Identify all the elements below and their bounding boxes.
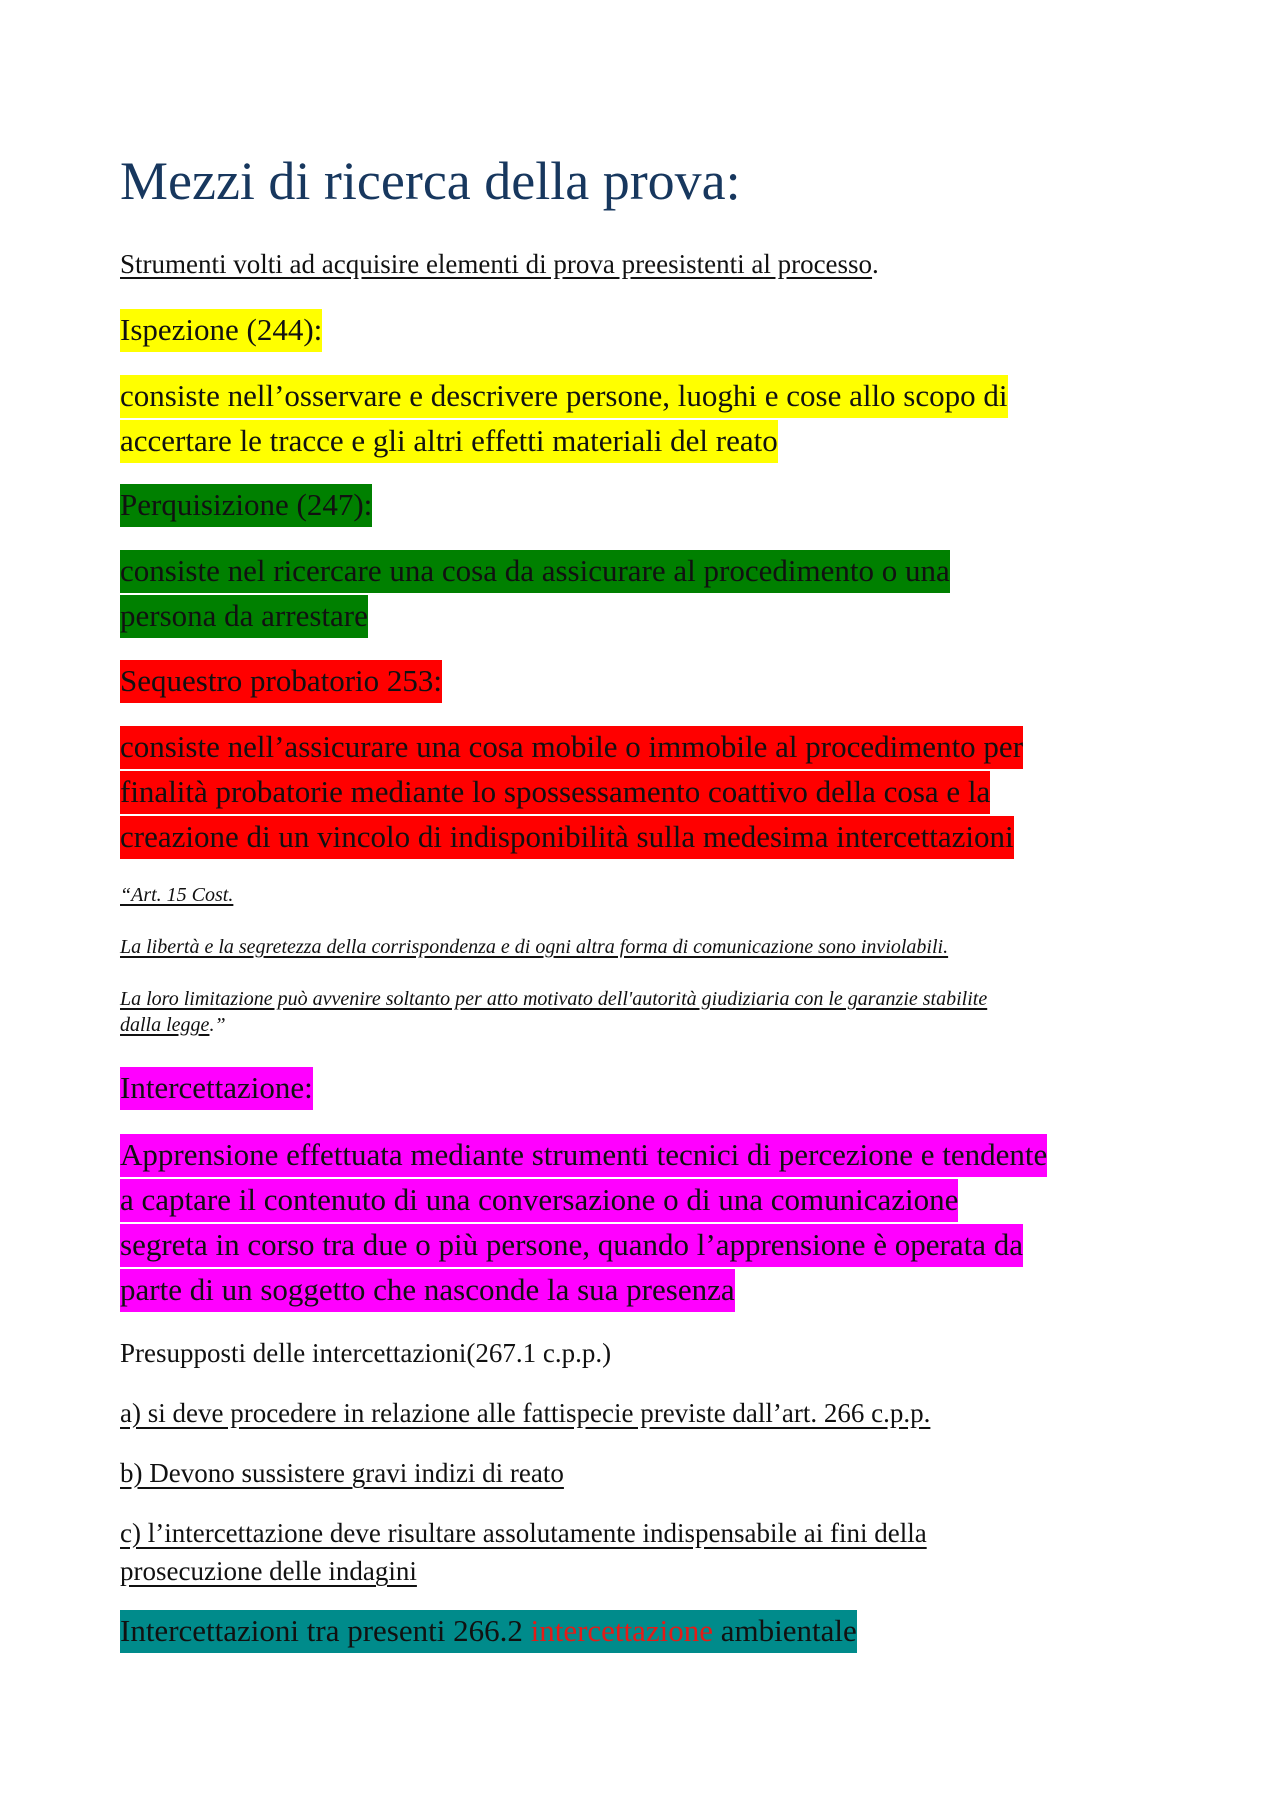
perquisizione-heading bbox=[120, 482, 372, 527]
presupposto-c-line-1: c) l’intercettazione deve risultare assolutamente indispensabile ai fini della bbox=[120, 1518, 927, 1548]
presupposto-c bbox=[120, 1514, 927, 1590]
intercettazione-heading-text: Intercettazione: bbox=[120, 1067, 313, 1110]
quote-article bbox=[120, 882, 233, 908]
quote-line-4: dalla legge bbox=[120, 1014, 210, 1036]
perquisizione-definition bbox=[120, 548, 950, 638]
tra-presenti-part-1: Intercettazioni tra presenti 266.2 bbox=[120, 1610, 531, 1653]
sequestro-line-3: creazione di un vincolo di indisponibilità sulla medesima intercettazioni bbox=[120, 816, 1014, 859]
quote-line-1: “Art. 15 Cost. bbox=[120, 884, 234, 906]
presupposto-a-text: a) si deve procedere in relazione alle fattispecie previste dall’art. 266 c.p.p. bbox=[120, 1398, 931, 1428]
intro-end: . bbox=[872, 249, 879, 279]
intro-text: Strumenti volti ad acquisire elementi di prova preesistenti al processo bbox=[120, 249, 873, 279]
intro-paragraph bbox=[120, 247, 879, 281]
perquisizione-line-2: persona da arrestare bbox=[120, 595, 368, 638]
ispezione-heading-text: Ispezione (244): bbox=[120, 309, 322, 352]
sequestro-heading bbox=[120, 658, 442, 703]
ispezione-definition bbox=[120, 373, 1008, 463]
presupposto-a bbox=[120, 1394, 930, 1432]
presupposto-b-text: b) Devono sussistere gravi indizi di reato bbox=[120, 1458, 564, 1488]
tra-presenti-line bbox=[120, 1608, 857, 1653]
intercettazione-line-3: segreta in corso tra due o più persone, quando l’apprensione è operata da bbox=[120, 1224, 1023, 1267]
ispezione-line-2: accertare le tracce e gli altri effetti materiali del reato bbox=[120, 420, 778, 463]
quote-paragraph-1 bbox=[120, 934, 948, 960]
perquisizione-heading-text: Perquisizione (247): bbox=[120, 484, 372, 527]
intercettazione-definition bbox=[120, 1132, 1047, 1312]
quote-line-4-end: .” bbox=[209, 1014, 226, 1036]
presupposti-heading: Presupposti delle intercettazioni(267.1 c.p.p.) bbox=[120, 1338, 612, 1368]
sequestro-heading-text: Sequestro probatorio 253: bbox=[120, 660, 442, 703]
presupposto-c-line-2: prosecuzione delle indagini bbox=[120, 1556, 417, 1586]
ispezione-heading bbox=[120, 307, 322, 352]
tra-presenti-part-2: intercettazione bbox=[531, 1610, 713, 1653]
intercettazione-line-1: Apprensione effettuata mediante strumenti tecnici di percezione e tendente bbox=[120, 1134, 1047, 1177]
intercettazione-line-4: parte di un soggetto che nasconde la sua presenza bbox=[120, 1269, 735, 1312]
quote-line-2: La libertà e la segretezza della corrispondenza e di ogni altra forma di comunicazione sono inviolabili. bbox=[120, 936, 949, 958]
intercettazione-line-2: a captare il contenuto di una conversazione o di una comunicazione bbox=[120, 1179, 958, 1222]
tra-presenti-part-3: ambientale bbox=[713, 1610, 857, 1653]
perquisizione-line-1: consiste nel ricercare una cosa da assicurare al procedimento o una bbox=[120, 550, 950, 593]
sequestro-definition bbox=[120, 724, 1023, 859]
page-title: Mezzi di ricerca della prova: bbox=[120, 151, 741, 211]
ispezione-line-1: consiste nell’osservare e descrivere persone, luoghi e cose allo scopo di bbox=[120, 375, 1008, 418]
sequestro-line-2: finalità probatorie mediante lo spossessamento coattivo della cosa e la bbox=[120, 771, 990, 814]
sequestro-line-1: consiste nell’assicurare una cosa mobile o immobile al procedimento per bbox=[120, 726, 1023, 769]
intercettazione-heading bbox=[120, 1065, 313, 1110]
presupposto-b bbox=[120, 1454, 564, 1492]
quote-line-3: La loro limitazione può avvenire soltanto per atto motivato dell'autorità giudiziaria con le garanzie stabilite bbox=[120, 988, 988, 1010]
quote-paragraph-2 bbox=[120, 986, 987, 1038]
